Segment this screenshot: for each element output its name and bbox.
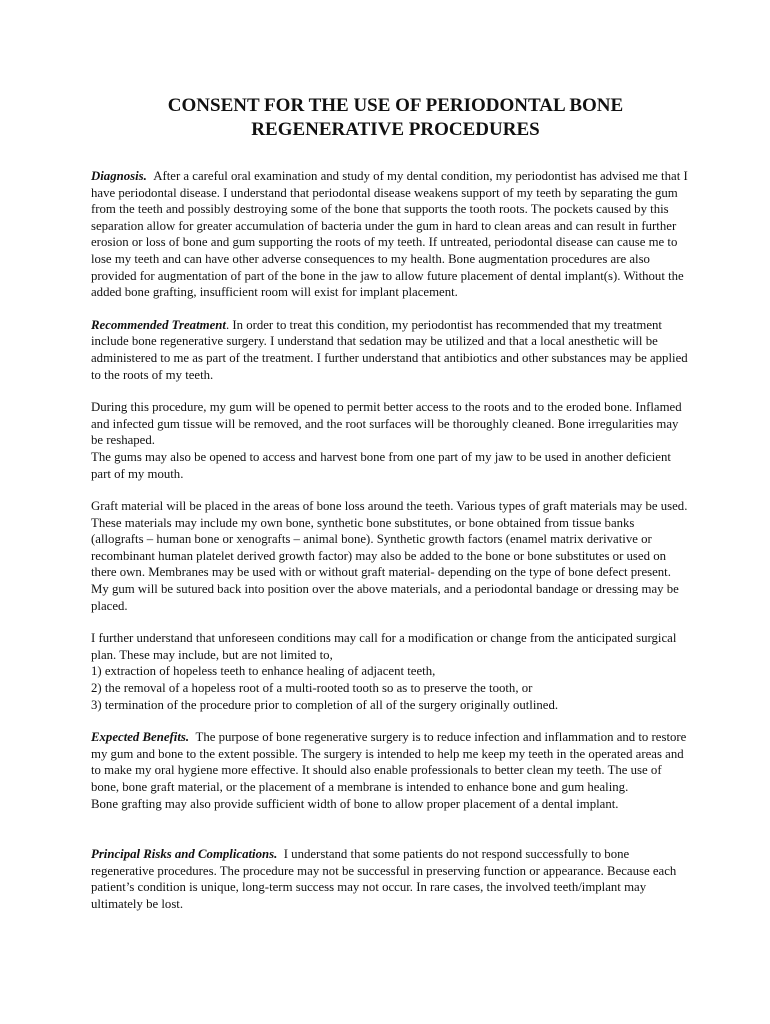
graft-material-section <box>91 498 690 614</box>
list-item: 2) the removal of a hopeless root of a multi-rooted tooth so as to preserve the tooth, or <box>91 681 533 696</box>
procedure-paragraph-2: The gums may also be opened to access and harvest bone from one part of my jaw to be used in another deficient part of my mouth. <box>91 449 671 481</box>
unforeseen-conditions-section <box>91 630 690 713</box>
procedure-section <box>91 399 690 482</box>
section-spacer <box>91 828 690 846</box>
list-item: 3) termination of the procedure prior to completion of all of the surgery originally outlined. <box>91 697 559 712</box>
diagnosis-heading: Diagnosis. <box>91 169 147 183</box>
list-item: 1) extraction of hopeless teeth to enhance healing of adjacent teeth, <box>91 664 436 679</box>
expected-benefits-text: The purpose of bone regenerative surgery is to reduce infection and inflammation and to restore my gum and bone to the extent possible. The surgery is intended to help me keep my teeth in the operated areas and to make my oral hygiene more effective. It should also enable professionals to better clean my teeth. The use of bone, bone graft material, or the placement of a membrane is intended to enhance bone and gum healing. <box>91 730 687 794</box>
diagnosis-text: After a careful oral examination and study of my dental condition, my periodontist has advised me that I have periodontal disease. I understand that periodontal disease weakens support of my teeth by separating the gum from the teeth and possibly destroying some of the bone that supports the tooth roots. The pockets caused by this separation allow for greater accumulation of bacteria under the gum in hard to clean areas and can result in further erosion or loss of bone and gum supporting the roots of my teeth. If untreated, periodontal disease can cause me to lose my teeth and can have other adverse consequences to my health. Bone augmentation procedures are also provided for augmentation of part of the bone in the jaw to allow future placement of dental implant(s). Without the added bone grafting, insufficient room will exist for implant placement. <box>91 169 688 300</box>
expected-benefits-section <box>91 729 690 812</box>
diagnosis-section <box>91 168 690 301</box>
risks-heading: Principal Risks and Complications. <box>91 847 278 862</box>
page-title <box>91 94 690 142</box>
graft-material-text: Graft material will be placed in the areas of bone loss around the teeth. Various types of graft materials may be used. These materials may include my own bone, synthetic bone substitutes, or bone obtained from tissue banks (allografts – human bone or xenografts – animal bone). Synthetic growth factors (enamel matrix derivative or recombinant human platelet derived growth factor) may also be added to the bone or bone substitutes or used on there own. Membranes may be used with or without graft material- depending on the type of bone defect present. My gum will be sutured back into position over the above materials, and a periodontal bandage or dressing may be placed. <box>91 499 688 613</box>
risks-section <box>91 846 690 912</box>
recommended-treatment-section <box>91 317 690 383</box>
procedure-paragraph-1: During this procedure, my gum will be opened to permit better access to the roots and to the eroded bone. Inflamed and infected gum tissue will be removed, and the root surfaces will be thoroughly cleaned. Bone irregularities may be reshaped. <box>91 400 682 448</box>
title-line-2: REGENERATIVE PROCEDURES <box>251 119 540 140</box>
expected-benefits-heading: Expected Benefits. <box>91 730 190 745</box>
title-line-1: CONSENT FOR THE USE OF PERIODONTAL BONE <box>167 95 624 116</box>
recommended-treatment-text: . In order to treat this condition, my periodontist has recommended that my treatment include bone regenerative surgery. I understand that sedation may be utilized and that a local anesthetic will be administered to me as part of the treatment. I further understand that antibiotics and other substances may be applied to the roots of my teeth. <box>91 317 688 382</box>
unforeseen-intro: I further understand that unforeseen conditions may call for a modification or change from the anticipated surgical plan. These may include, but are not limited to, <box>91 631 677 662</box>
risks-text: I understand that some patients do not respond successfully to bone regenerative procedures. The procedure may not be successful in preserving function or appearance. Because each patient’s condition is unique, long-term success may not occur. In rare cases, the involved teeth/implant may ultimately be lost. <box>91 847 677 911</box>
recommended-treatment-heading: Recommended Treatment <box>91 317 226 332</box>
expected-benefits-implant-text: Bone grafting may also provide sufficient width of bone to allow proper placement of a dental implant. <box>91 796 619 811</box>
